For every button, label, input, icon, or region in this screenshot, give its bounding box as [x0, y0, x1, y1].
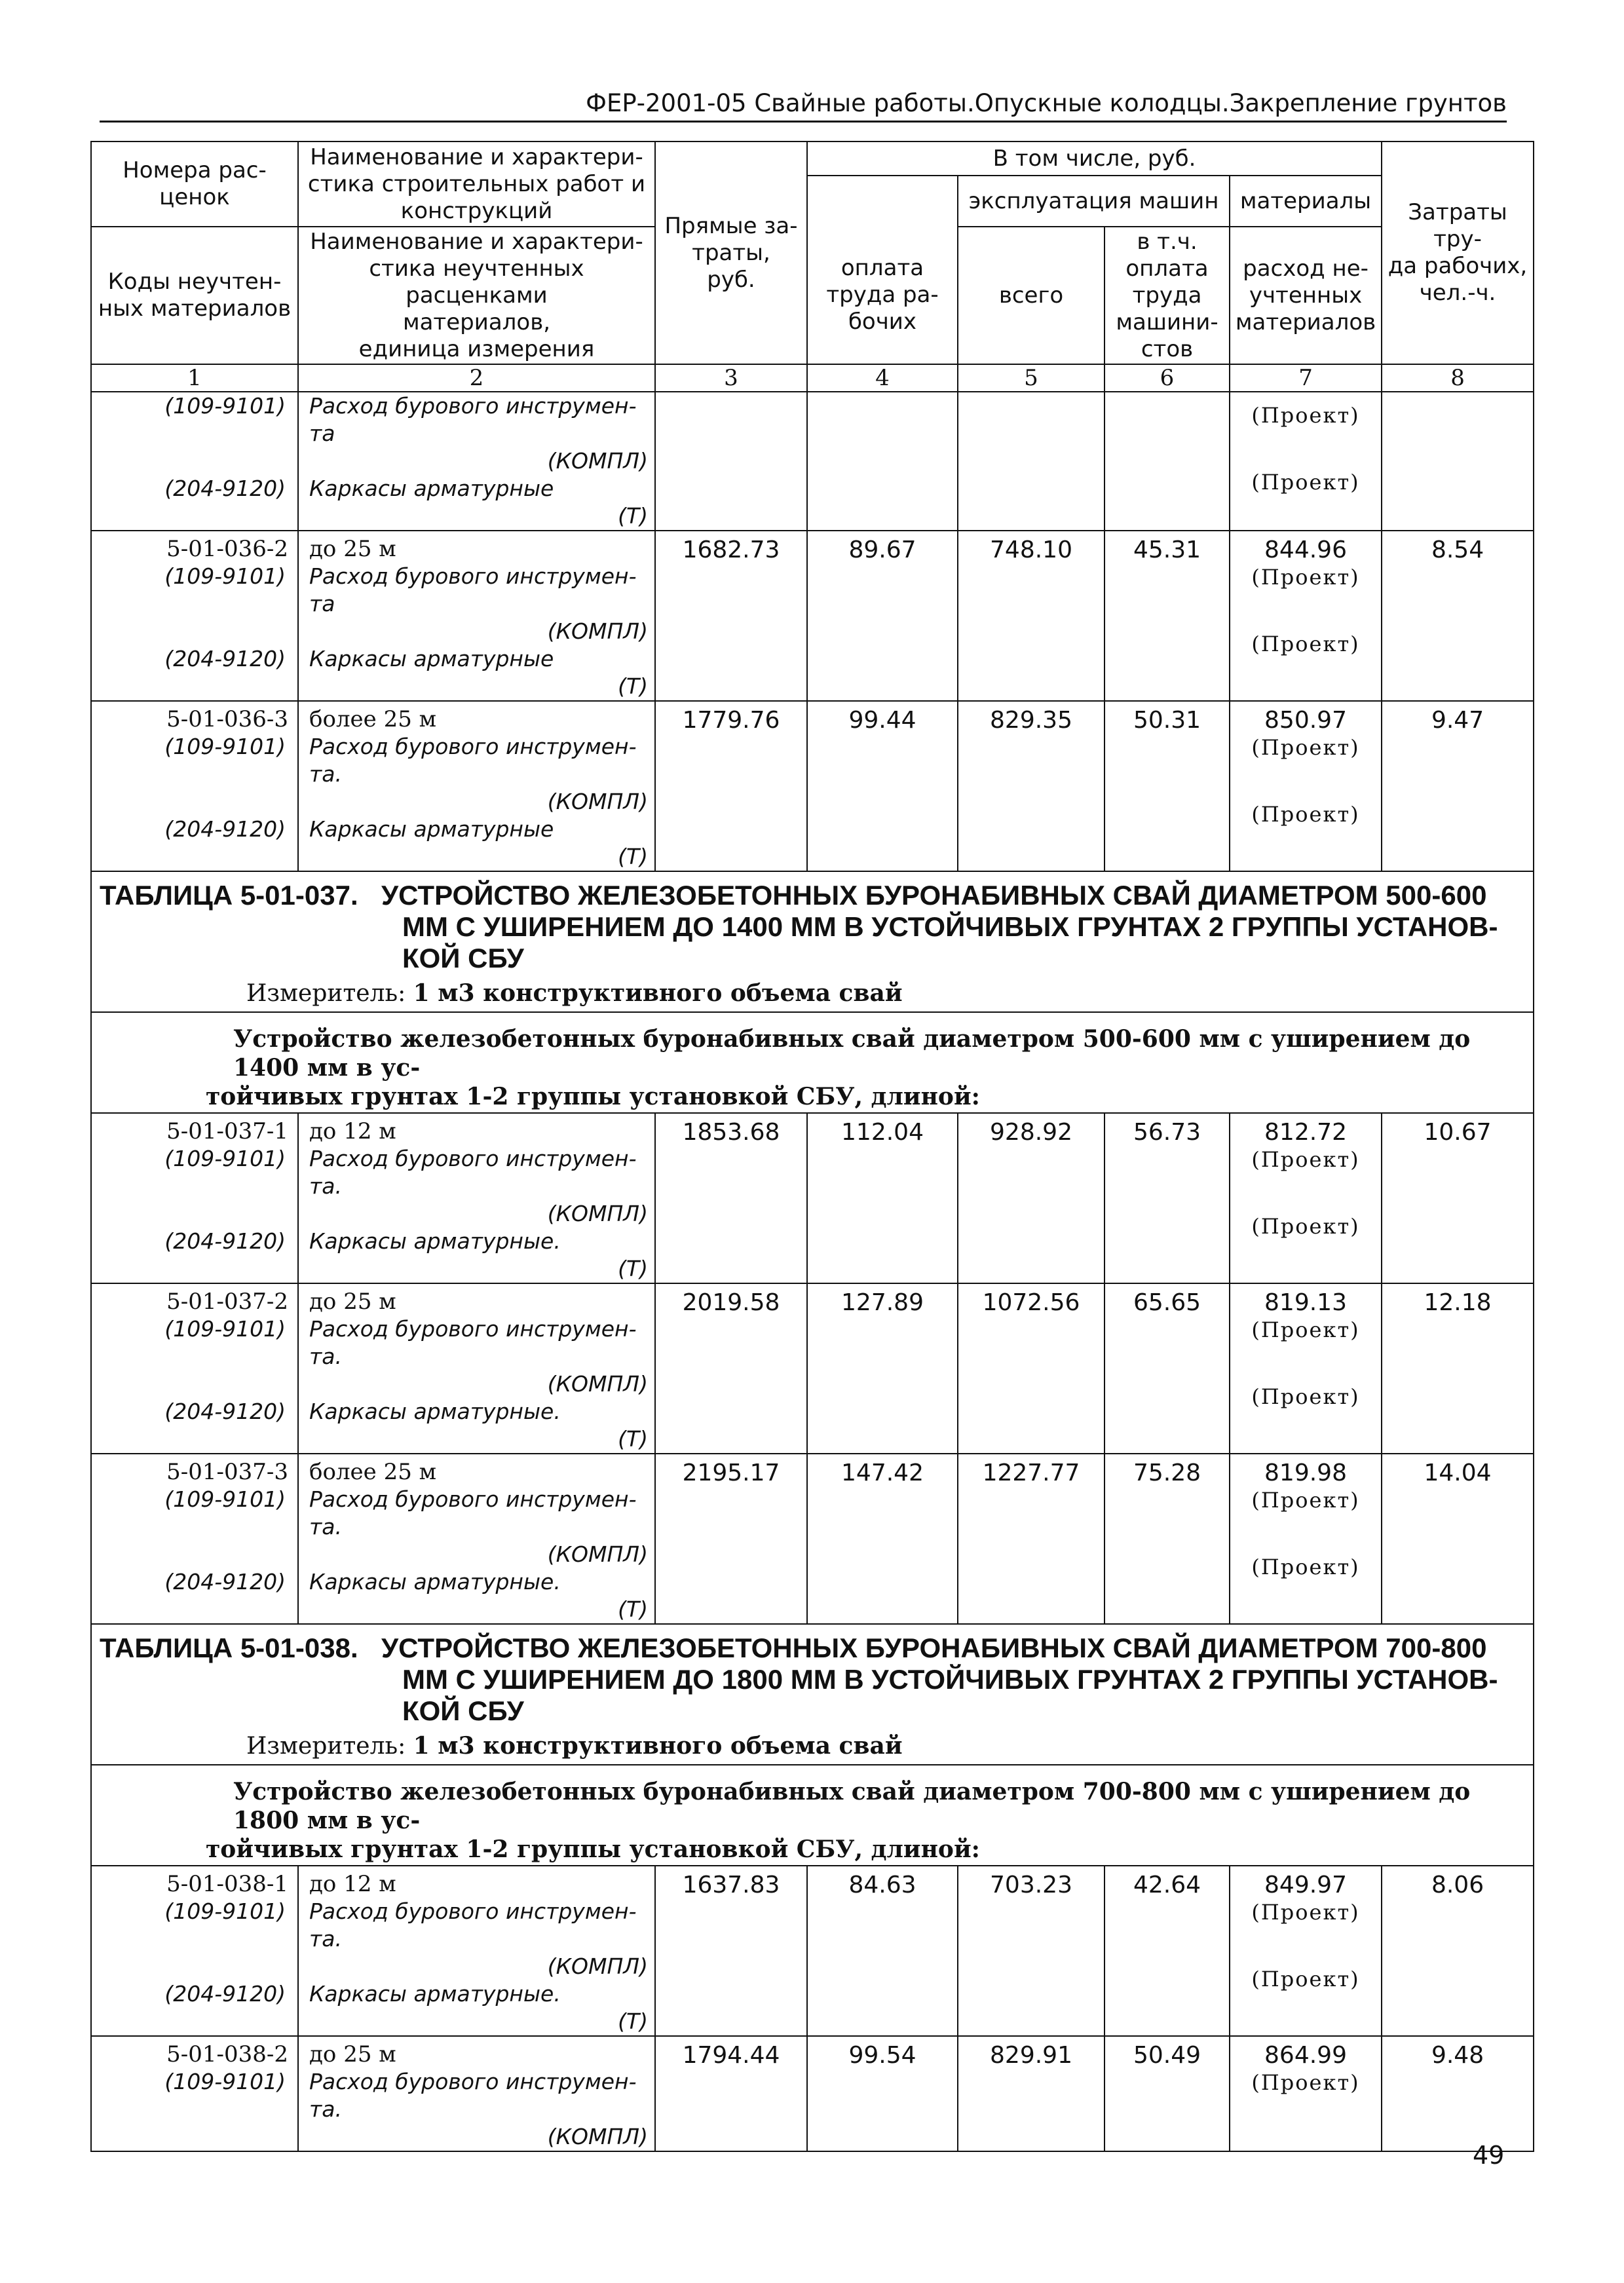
machines-total: 748.10	[958, 531, 1105, 701]
table-title-line: УСТРОЙСТВО ЖЕЛЕЗОБЕТОННЫХ БУРОНАБИВНЫХ СВАЙ ДИАМЕТРОМ 700-800	[381, 1632, 1487, 1663]
material-unit: (КОМПЛ)	[547, 789, 648, 814]
measure-unit	[92, 1731, 1533, 1764]
caption-row	[91, 1012, 1534, 1113]
material-code: (204-9120)	[164, 816, 286, 842]
material-code: (204-9120)	[164, 476, 286, 501]
material-code: (204-9120)	[164, 1228, 286, 1254]
direct-costs: 1779.76	[655, 701, 807, 871]
material-code: (204-9120)	[164, 1399, 286, 1424]
rate-code: 5-01-037-2	[166, 1289, 288, 1315]
project-note: (Проект)	[1251, 735, 1360, 760]
material-name: Каркасы арматурные.	[309, 1569, 561, 1594]
measure-value: 1 м3 конструктивного объема свай	[413, 1732, 903, 1760]
materials-cost: 819.98	[1264, 1460, 1347, 1486]
worker-pay: 99.54	[807, 2036, 958, 2151]
direct-costs: 1794.44	[655, 2036, 807, 2151]
worker-pay: 127.89	[807, 1283, 958, 1454]
work-name: более 25 м	[309, 1459, 437, 1485]
material-name-cont: та	[309, 421, 335, 446]
header-direct-costs: Прямые за- траты, руб.	[655, 142, 807, 364]
material-unit: (КОМПЛ)	[547, 1953, 648, 1979]
header-operator-pay: в т.ч. оплата труда машини- стов	[1105, 227, 1230, 364]
material-code: (109-9101)	[164, 734, 286, 759]
material-code: (109-9101)	[164, 1146, 286, 1171]
column-number: 5	[958, 364, 1105, 392]
project-note: (Проект)	[1251, 1900, 1360, 1925]
worker-pay: 112.04	[807, 1113, 958, 1283]
material-name: Расход бурового инструмен-	[309, 563, 637, 589]
labor-hours: 8.54	[1382, 531, 1534, 701]
material-name: Каркасы арматурные.	[309, 1981, 561, 2007]
column-number: 8	[1382, 364, 1534, 392]
materials-cost: 844.96	[1264, 537, 1347, 563]
materials-cost: 812.72	[1264, 1119, 1347, 1146]
material-name: Каркасы арматурные	[309, 816, 554, 842]
project-note: (Проект)	[1251, 1147, 1360, 1172]
table-title-line: КОЙ СБУ	[402, 1695, 524, 1726]
table-label: ТАБЛИЦА 5-01-038.	[100, 1632, 358, 1663]
column-number: 3	[655, 364, 807, 392]
materials-cost: 850.97	[1264, 707, 1347, 734]
section-caption: Устройство железобетонных буронабивных свай диаметром 700-800 мм с уширением до 1800 мм в ус-	[233, 1778, 1471, 1834]
rate-code: 5-01-037-1	[166, 1118, 288, 1144]
project-note: (Проект)	[1251, 802, 1360, 827]
machines-total: 928.92	[958, 1113, 1105, 1283]
measure-value: 1 м3 конструктивного объема свай	[413, 979, 903, 1007]
material-unit: (Т)	[618, 1256, 648, 1281]
material-name: Расход бурового инструмен-	[309, 1486, 637, 1512]
material-name: Расход бурового инструмен-	[309, 1898, 637, 1924]
column-number: 1	[91, 364, 298, 392]
header-worker-pay: оплата труда ра- бочих	[807, 227, 958, 364]
material-code: (109-9101)	[164, 2069, 286, 2094]
labor-hours: 10.67	[1382, 1113, 1534, 1283]
project-note: (Проект)	[1251, 403, 1360, 428]
operator-pay: 65.65	[1105, 1283, 1230, 1454]
operator-pay: 75.28	[1105, 1454, 1230, 1624]
header-work-name: Наименование и характери- стика строительных работ и конструкций	[298, 142, 655, 227]
project-note: (Проект)	[1251, 1214, 1360, 1239]
work-name: до 12 м	[309, 1118, 396, 1144]
rate-code: 5-01-036-2	[166, 536, 288, 562]
material-name: Расход бурового инструмен-	[309, 1146, 637, 1171]
material-code: (204-9120)	[164, 646, 286, 671]
work-name: до 25 м	[309, 536, 396, 562]
project-note: (Проект)	[1251, 565, 1360, 590]
material-name: Расход бурового инструмен-	[309, 393, 637, 419]
direct-costs: 1637.83	[655, 1866, 807, 2036]
direct-costs: 2019.58	[655, 1283, 807, 1454]
machines-total: 703.23	[958, 1866, 1105, 2036]
header-materials: материалы	[1230, 176, 1382, 227]
material-unit: (КОМПЛ)	[547, 1371, 648, 1397]
header-machines-total: всего	[958, 227, 1105, 364]
material-unit: (Т)	[618, 673, 648, 699]
table-row	[91, 1866, 1534, 2036]
table-title	[92, 1625, 1533, 1731]
labor-hours: 12.18	[1382, 1283, 1534, 1454]
measure-label: Измеритель:	[246, 980, 406, 1007]
work-name: до 25 м	[309, 2041, 396, 2067]
page-number: 49	[1473, 2141, 1505, 2170]
material-name-cont: та.	[309, 761, 342, 787]
work-name: более 25 м	[309, 706, 437, 732]
material-unit: (Т)	[618, 1596, 648, 1622]
table-row	[91, 2036, 1534, 2151]
table-label: ТАБЛИЦА 5-01-037.	[100, 880, 358, 911]
table-title-line: ММ С УШИРЕНИЕМ ДО 1400 ММ В УСТОЙЧИВЫХ ГРУНТАХ 2 ГРУППЫ УСТАНОВ-	[402, 911, 1498, 942]
table-heading-row	[91, 871, 1534, 1012]
material-code: (204-9120)	[164, 1569, 286, 1594]
material-name: Расход бурового инструмен-	[309, 734, 637, 759]
material-unit: (КОМПЛ)	[547, 1201, 648, 1226]
header-material-codes: Коды неучтен- ных материалов	[91, 227, 298, 364]
table-row	[91, 1283, 1534, 1454]
header-rate-numbers: Номера рас- ценок	[91, 142, 298, 227]
materials-cost: 864.99	[1264, 2042, 1347, 2069]
material-code: (109-9101)	[164, 563, 286, 589]
material-code: (109-9101)	[164, 1486, 286, 1512]
project-note: (Проект)	[1251, 1555, 1360, 1579]
header-material-names: Наименование и характери- стика неучтенных расценками материалов, единица измерения	[298, 227, 655, 364]
table-title-line: УСТРОЙСТВО ЖЕЛЕЗОБЕТОННЫХ БУРОНАБИВНЫХ СВАЙ ДИАМЕТРОМ 500-600	[381, 880, 1487, 911]
section-caption-cont: тойчивых грунтах 1-2 группы установкой СБУ, длиной:	[206, 1083, 980, 1110]
material-code: (109-9101)	[164, 393, 286, 419]
material-name: Каркасы арматурные	[309, 476, 554, 501]
labor-hours: 9.47	[1382, 701, 1534, 871]
machines-total: 1072.56	[958, 1283, 1105, 1454]
caption-row	[91, 1765, 1534, 1866]
table-heading-row	[91, 1624, 1534, 1765]
header-labor-hours: Затраты тру- да рабочих, чел.-ч.	[1382, 142, 1534, 364]
material-name: Каркасы арматурные	[309, 646, 554, 671]
material-name-cont: та.	[309, 1514, 342, 1539]
rate-code: 5-01-038-1	[166, 1871, 288, 1897]
labor-hours: 9.48	[1382, 2036, 1534, 2151]
labor-hours: 14.04	[1382, 1454, 1534, 1624]
materials-cost: 819.13	[1264, 1289, 1347, 1316]
operator-pay: 45.31	[1105, 531, 1230, 701]
column-number: 2	[298, 364, 655, 392]
header-unaccounted-materials: расход не- учтенных материалов	[1230, 227, 1382, 364]
operator-pay: 50.49	[1105, 2036, 1230, 2151]
worker-pay: 147.42	[807, 1454, 958, 1624]
work-name: до 25 м	[309, 1289, 396, 1315]
project-note: (Проект)	[1251, 1488, 1360, 1513]
direct-costs: 2195.17	[655, 1454, 807, 1624]
material-unit: (КОМПЛ)	[547, 1541, 648, 1567]
worker-pay: 84.63	[807, 1866, 958, 2036]
material-unit: (КОМПЛ)	[547, 618, 648, 644]
material-name-cont: та.	[309, 1926, 342, 1952]
section-caption: Устройство железобетонных буронабивных свай диаметром 500-600 мм с уширением до 1400 мм в ус-	[233, 1025, 1471, 1082]
operator-pay: 56.73	[1105, 1113, 1230, 1283]
machines-total: 829.91	[958, 2036, 1105, 2151]
material-code: (204-9120)	[164, 1981, 286, 2007]
table-row	[91, 1454, 1534, 1624]
rate-code: 5-01-037-3	[166, 1459, 288, 1485]
header-including-group: В том числе, руб.	[807, 142, 1382, 176]
section-caption-cont: тойчивых грунтах 1-2 группы установкой СБУ, длиной:	[206, 1836, 980, 1863]
rate-code: 5-01-038-2	[166, 2041, 288, 2067]
material-name-cont: та.	[309, 1173, 342, 1199]
machines-total: 1227.77	[958, 1454, 1105, 1624]
operator-pay: 50.31	[1105, 701, 1230, 871]
column-numbers-row	[91, 364, 1534, 392]
machines-total: 829.35	[958, 701, 1105, 871]
rate-code: 5-01-036-3	[166, 706, 288, 732]
table-title	[92, 872, 1533, 978]
measure-unit	[92, 978, 1533, 1011]
project-note: (Проект)	[1251, 2070, 1360, 2095]
material-unit: (КОМПЛ)	[547, 2124, 648, 2149]
direct-costs: 1682.73	[655, 531, 807, 701]
project-note: (Проект)	[1251, 470, 1360, 495]
column-number: 6	[1105, 364, 1230, 392]
labor-hours: 8.06	[1382, 1866, 1534, 2036]
operator-pay: 42.64	[1105, 1866, 1230, 2036]
direct-costs: 1853.68	[655, 1113, 807, 1283]
project-note: (Проект)	[1251, 1384, 1360, 1409]
rates-table	[90, 141, 1534, 2152]
materials-cost: 849.97	[1264, 1872, 1347, 1898]
material-unit: (Т)	[618, 2009, 648, 2034]
material-name-cont: та.	[309, 2096, 342, 2122]
header-machine-operation: эксплуатация машин	[958, 176, 1230, 227]
table-row	[91, 1113, 1534, 1283]
table-row	[91, 392, 1534, 531]
worker-pay: 89.67	[807, 531, 958, 701]
material-name-cont: та	[309, 591, 335, 616]
project-note: (Проект)	[1251, 1967, 1360, 1991]
project-note: (Проект)	[1251, 1317, 1360, 1342]
material-unit: (КОМПЛ)	[547, 448, 648, 474]
material-name: Каркасы арматурные.	[309, 1228, 561, 1254]
table-row	[91, 531, 1534, 701]
measure-label: Измеритель:	[246, 1733, 406, 1760]
column-number: 4	[807, 364, 958, 392]
material-code: (109-9101)	[164, 1898, 286, 1924]
material-name-cont: та.	[309, 1344, 342, 1369]
material-unit: (Т)	[618, 844, 648, 869]
material-unit: (Т)	[618, 1426, 648, 1452]
material-name: Каркасы арматурные.	[309, 1399, 561, 1424]
running-header: ФЕР-2001-05 Свайные работы.Опускные колодцы.Закрепление грунтов	[100, 86, 1507, 123]
material-code: (109-9101)	[164, 1316, 286, 1342]
column-number: 7	[1230, 364, 1382, 392]
table-title-line: КОЙ СБУ	[402, 943, 524, 973]
work-name: до 12 м	[309, 1871, 396, 1897]
material-name: Расход бурового инструмен-	[309, 1316, 637, 1342]
worker-pay: 99.44	[807, 701, 958, 871]
material-name: Расход бурового инструмен-	[309, 2069, 637, 2094]
table-title-line: ММ С УШИРЕНИЕМ ДО 1800 ММ В УСТОЙЧИВЫХ ГРУНТАХ 2 ГРУППЫ УСТАНОВ-	[402, 1664, 1498, 1695]
table-row	[91, 701, 1534, 871]
material-unit: (Т)	[618, 503, 648, 529]
project-note: (Проект)	[1251, 632, 1360, 656]
